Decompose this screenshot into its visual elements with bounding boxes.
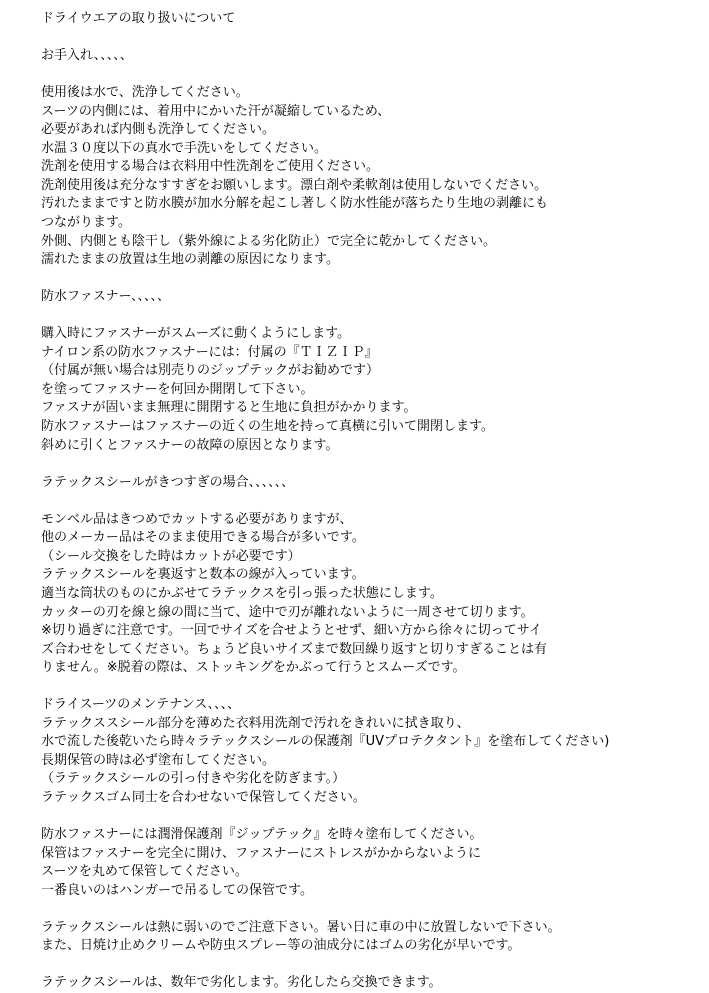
text-line: スーツの内側には、着用中にかいた汗が凝縮しているため、 — [41, 103, 391, 119]
document-body — [41, 10, 705, 993]
text-line: 使用後は水で、洗浄してください。 — [41, 85, 249, 101]
text-line: 購入時にファスナーがスムーズに動くようにします。 — [41, 326, 351, 342]
text-line: 斜めに引くとファスナーの故障の原因となります。 — [41, 437, 339, 453]
text-line: 保管はファスナーを完全に開け、ファスナーにストレスがかからないように — [41, 845, 482, 861]
text-line: 汚れたままですと防水膜が加水分解を起こし著しく防水性能が落ちたり生地の剥離にも — [41, 196, 549, 212]
text-line: ラテックスゴム同士を合わせないで保管してください。 — [41, 789, 366, 805]
text-line: また、日焼け止めクリームや防虫スプレー等の油成分にはゴムの劣化が早いです。 — [41, 938, 521, 954]
text-line: 防水ファスナー、、、、、 — [41, 289, 170, 305]
text-line: （シール交換をした時はカットが必要です） — [41, 548, 301, 564]
text-line: 水で流した後乾いたら時々ラテックスシールの保護剤『UVプロテクタント』を塗布してください) — [41, 734, 610, 750]
text-line: ドライスーツのメンテナンス、、、、 — [41, 697, 241, 713]
text-line: 濡れたままの放置は生地の剥離の原因になります。 — [41, 252, 339, 268]
text-line: （ラテックスシールの引っ付きや劣化を防ぎます。） — [41, 771, 346, 787]
text-line: 水温３０度以下の真水で手洗いをしてください。 — [41, 140, 328, 156]
blank-line — [41, 29, 705, 48]
text-line: ※切り過ぎに注意です。一回でサイズを合せようとせず、細い方から徐々に切ってサイ — [41, 623, 542, 639]
blank-line — [41, 900, 705, 919]
text-line: 防水ファスナーはファスナーの近くの生地を持って真横に引いて開閉します。 — [41, 419, 494, 435]
text-line: を塗ってファスナーを何回か開閉して下さい。 — [41, 381, 314, 397]
blank-line — [41, 307, 705, 326]
text-line: ドライウエアの取り扱いについて — [41, 11, 236, 26]
text-line: 必要があれば内側も洗浄してください。 — [41, 122, 276, 138]
blank-line — [41, 492, 705, 511]
text-line: ナイロン系の防水ファスナーには：付属の『ＴＩＺＩＰ』 — [41, 344, 378, 360]
text-line: 防水ファスナーには潤滑保護剤『ジップテック』を時々塗布してください。 — [41, 827, 483, 843]
text-line: ラテックスシールは熱に弱いのでご注意下さい。暑い日に車の中に放置しないで下さい。 — [41, 919, 561, 935]
text-line: りません。※脱着の際は、ストッキングをかぶって行うとスムーズです。 — [41, 660, 466, 676]
blank-line — [41, 956, 705, 975]
blank-line — [41, 455, 705, 474]
text-line: お手入れ、、、、、 — [41, 48, 133, 64]
text-line: （付属が無い場合は別売りのジップテックがお勧めです） — [41, 363, 380, 379]
blank-line — [41, 808, 705, 827]
text-line: つながります。 — [41, 215, 131, 231]
text-line: ラテックススシール部分を薄めた衣料用洗剤で汚れをきれいに拭き取り、 — [41, 715, 470, 731]
text-line: ラテックスシールは、数年で劣化します。劣化したら交換できます。 — [41, 975, 442, 991]
text-line: 長期保管の時は必ず塗布してください。 — [41, 752, 276, 768]
blank-line — [41, 66, 705, 85]
text-line: ファスナが固いまま無理に開閉すると生地に負担がかかります。 — [41, 400, 417, 416]
blank-line — [41, 270, 705, 289]
text-line: ラテックスシールがきつすぎの場合、、、、、、 — [41, 474, 295, 490]
text-line: ズ合わせをしてください。ちょうど良いサイズまで数回繰り返すと切りすぎることは有 — [41, 641, 547, 657]
blank-line — [41, 678, 705, 697]
text-line: 適当な筒状のものにかぶせてラテックスを引っ張った状態にします。 — [41, 585, 443, 601]
text-line: 他のメーカー品はそのまま使用できる場合が多いです。 — [41, 530, 365, 546]
text-line: 一番良いのはハンガーで吊るしての保管です。 — [41, 882, 313, 898]
text-line: ラテックスシールを裏返すと数本の線が入っています。 — [41, 567, 365, 583]
text-line: スーツを丸めて保管してください。 — [41, 864, 248, 880]
text-line: カッターの刃を線と線の間に当て、途中で刃が離れないように一周させて切ります。 — [41, 604, 534, 620]
text-line: 洗剤を使用する場合は衣料用中性洗剤をご使用ください。 — [41, 159, 380, 175]
text-line: 洗剤使用後は充分なすすぎをお願いします。漂白剤や柔軟剤は使用しないでください。 — [41, 177, 548, 193]
text-line: 外側、内側とも陰干し（紫外線による劣化防止）で完全に乾かしてください。 — [41, 233, 497, 249]
text-line: モンベル品はきつめでカットする必要がありますが、 — [41, 511, 353, 527]
